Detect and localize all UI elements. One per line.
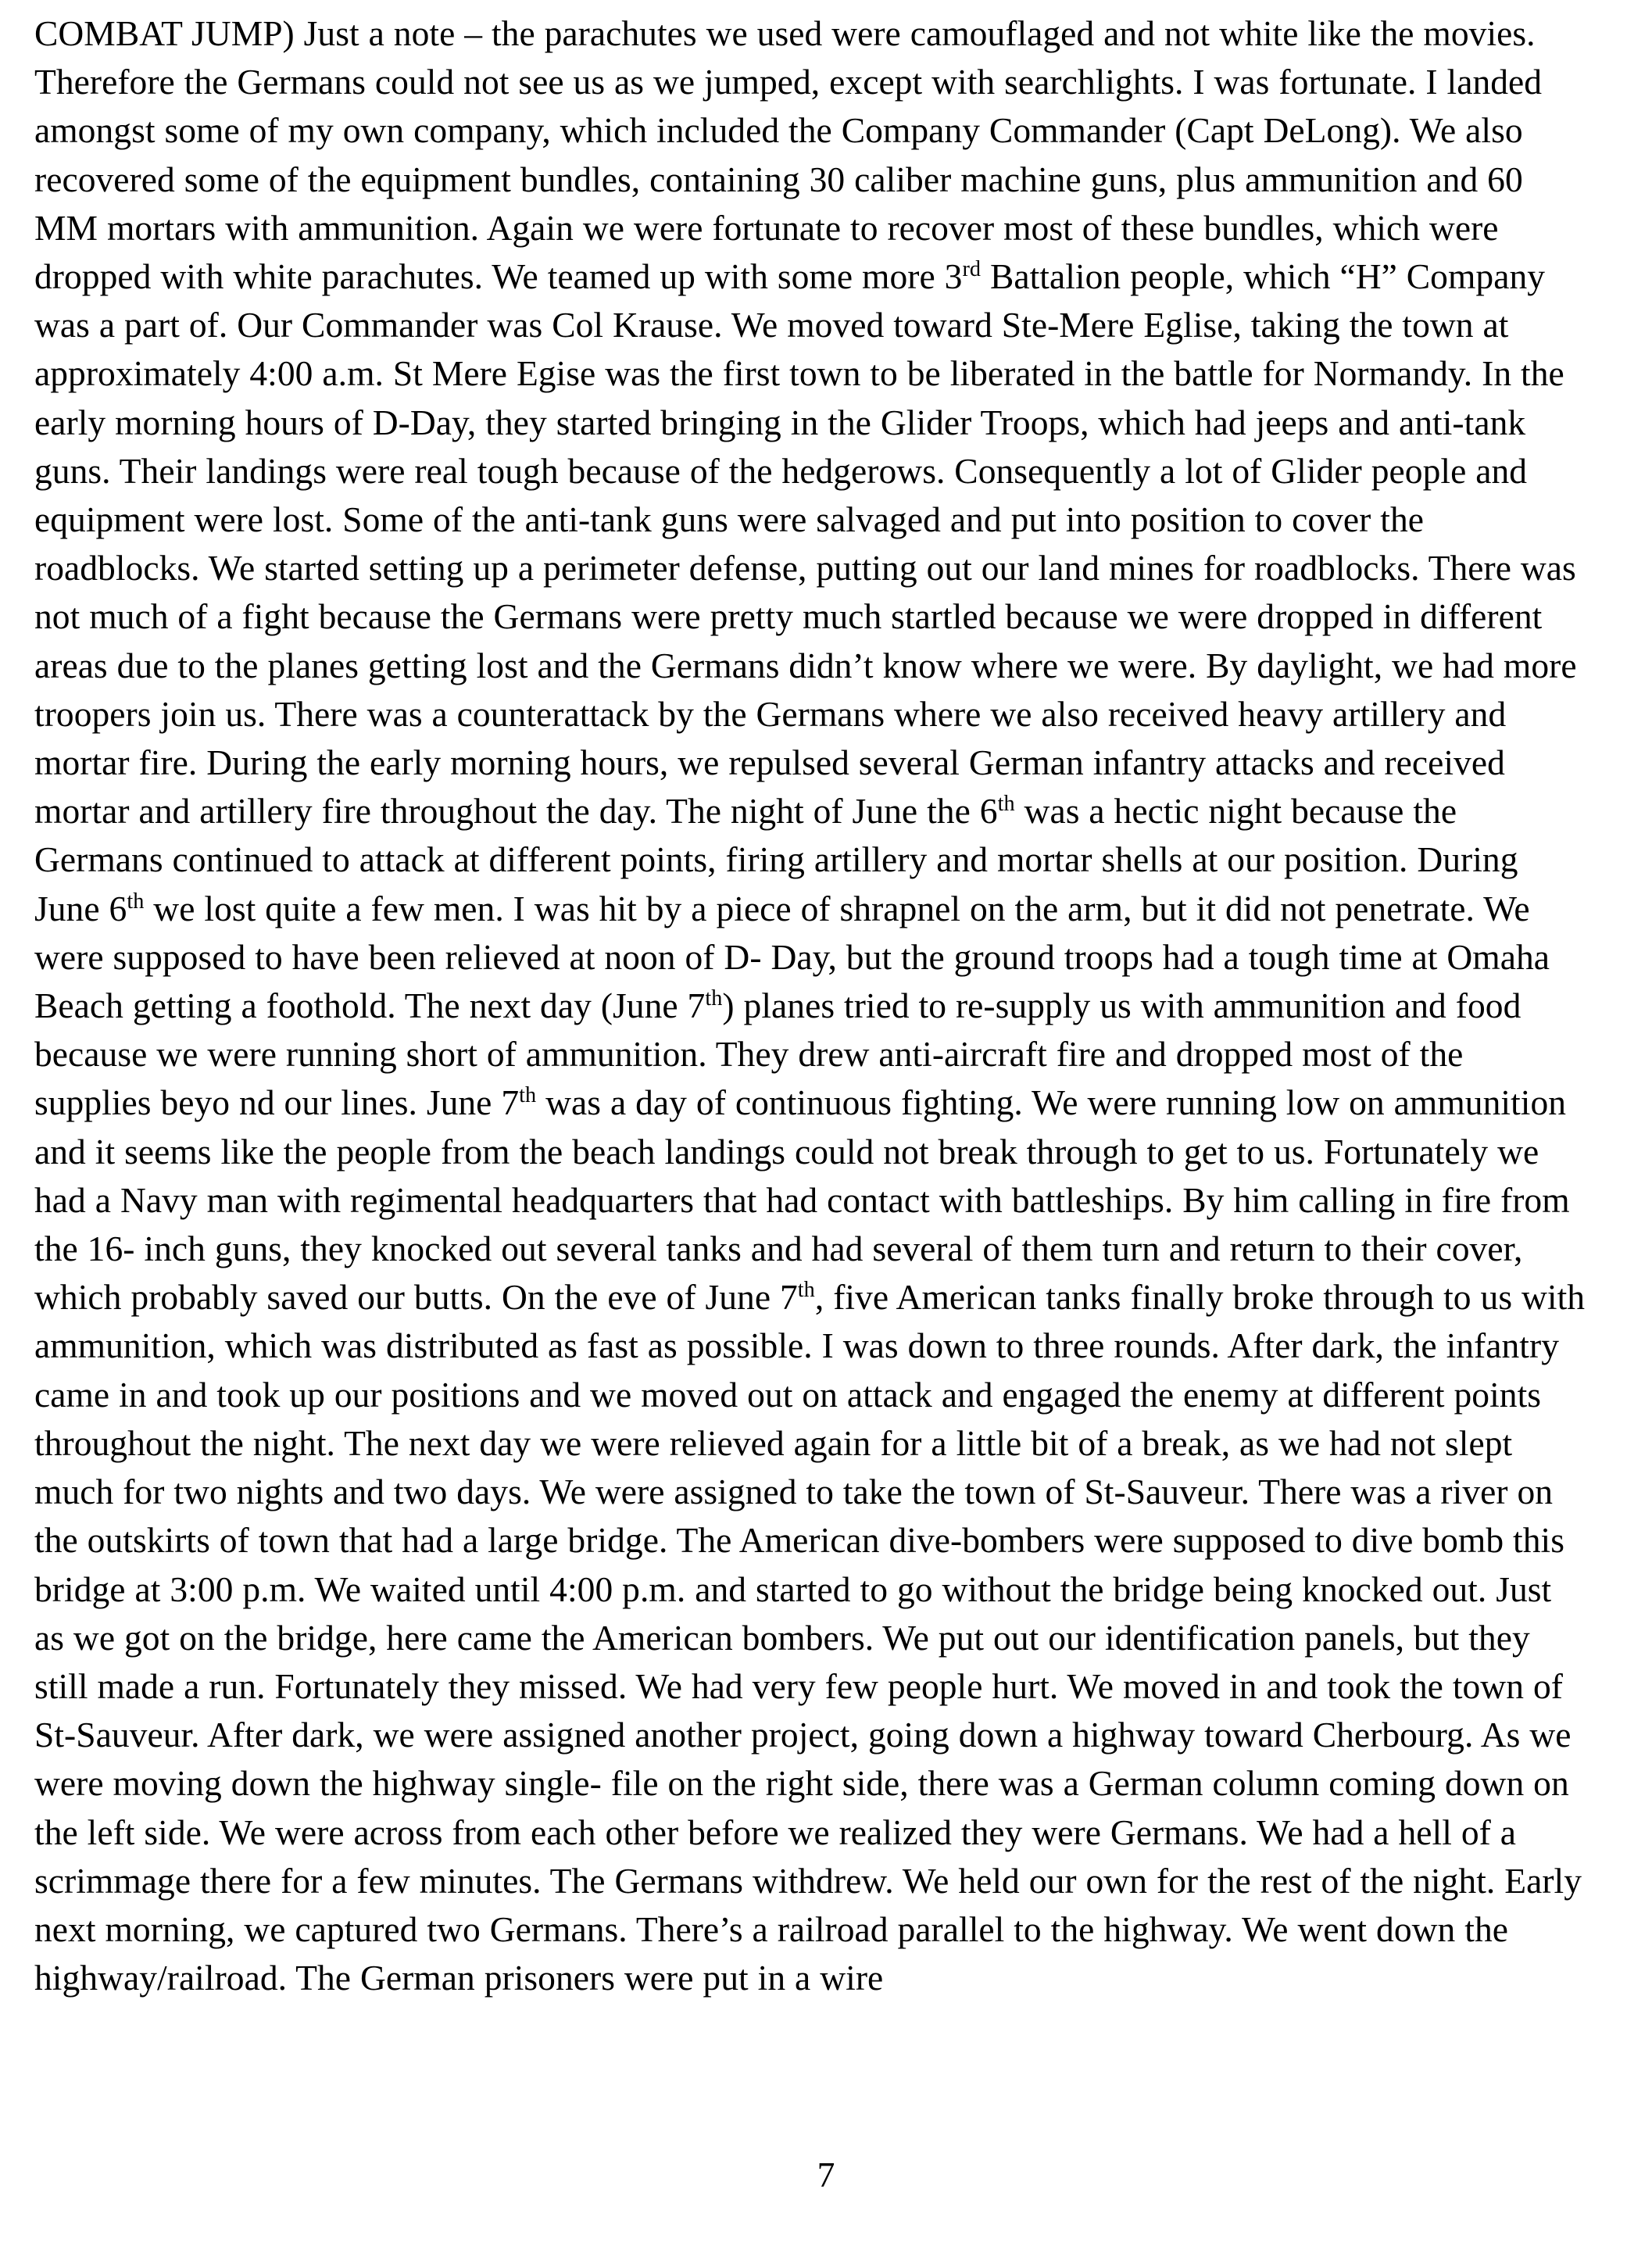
page-number: 7 xyxy=(817,2155,835,2195)
ordinal-suffix: th xyxy=(705,986,723,1011)
page-body-text xyxy=(34,9,1586,2002)
ordinal-suffix: rd xyxy=(962,257,982,282)
ordinal-suffix: th xyxy=(127,889,145,914)
ordinal-suffix: th xyxy=(997,792,1015,817)
ordinal-suffix: th xyxy=(797,1278,815,1303)
ordinal-suffix: th xyxy=(519,1083,537,1108)
paragraph: COMBAT JUMP) Just a note – the parachutes we used were camouflaged and not white like the movies. Therefore the Germans could not see us as we jumped, except with searchlights. I was fortunate. I landed amongst some of my own company, which included the Company Commander (Capt DeLong). We also recovered some of the equipment bundles, containing 30 caliber machine guns, plus ammunition and 60 MM mortars with ammunition. Again we were fortunate to recover most of these bundles, which were dropped with white parachutes. We teamed up with some more 3rd Battalion people, which “H” Company was a part of. Our Commander was Col Krause. We moved toward Ste-Mere Eglise, taking the town at approximately 4:00 a.m. St Mere Egise was the first town to be liberated in the battle for Normandy. In the early morning hours of D-Day, they started bringing in the Glider Troops, which had jeeps and anti‑tank guns. Their landings were real tough because of the hedgerows. Consequently a lot of Glider people and equipment were lost. Some of the anti‑tank guns were salvaged and put into position to cover the roadblocks. We started setting up a perimeter defense, putting out our land mines for roadblocks. There was not much of a fight because the Germans were pretty much startled because we were dropped in different areas due to the planes getting lost and the Germans didn’t know where we were. By daylight, we had more troopers join us. There was a counterattack by the Germans where we also received heavy artillery and mortar fire. During the early morning hours, we repulsed several German infantry attacks and received mortar and artillery fire throughout the day. The night of June the 6th was a hectic night because the Germans continued to attack at different points, firing artillery and mortar shells at our position. During June 6th we lost quite a few men. I was hit by a piece of shrapnel on the arm, but it did not penetrate. We were supposed to have been relieved at noon of D‑ Day, but the ground troops had a tough time at Omaha Beach getting a foothold. The next day (June 7th) planes tried to re-supply us with ammunition and food because we were running short of ammunition. They drew anti‑aircraft fire and dropped most of the supplies beyo nd our lines. June 7th was a day of continuous fighting. We were running low on ammunition and it seems like the people from the beach landings could not break through to get to us. Fortunately we had a Navy man with regimental headquarters that had contact with battleships. By him calling in fire from the 16‑ inch guns, they knocked out several tanks and had several of them turn and return to their cover, which probably saved our butts. On the eve of June 7th, five American tanks finally broke through to us with ammunition, which was distributed as fast as possible. I was down to three rounds. After dark, the infantry came in and took up our positions and we moved out on attack and engaged the enemy at different points throughout the night. The next day we were relieved again for a little bit of a break, as we had not slept much for two nights and two days. We were assigned to take the town of St‑Sauveur. There was a river on the outskirts of town that had a large bridge. The American dive-bombers were supposed to dive bomb this bridge at 3:00 p.m. We waited until 4:00 p.m. and started to go without the bridge being knocked out. Just as we got on the bridge, here came the American bombers. We put out our identification panels, but they still made a run. Fortunately they missed. We had very few people hurt. We moved in and took the town of St‑Sauveur. After dark, we were assigned another project, going down a highway toward Cherbourg. As we were moving down the highway single‑ file on the right side, there was a German column coming down on the left side. We were across from each other before we realized they were Germans. We had a hell of a scrimmage there for a few minutes. The Germans withdrew. We held our own for the rest of the night. Early next morning, we captured two Germans. There’s a railroad parallel to the highway. We went down the highway/railroad. The German prisoners were put in a wire xyxy=(34,13,1586,1998)
